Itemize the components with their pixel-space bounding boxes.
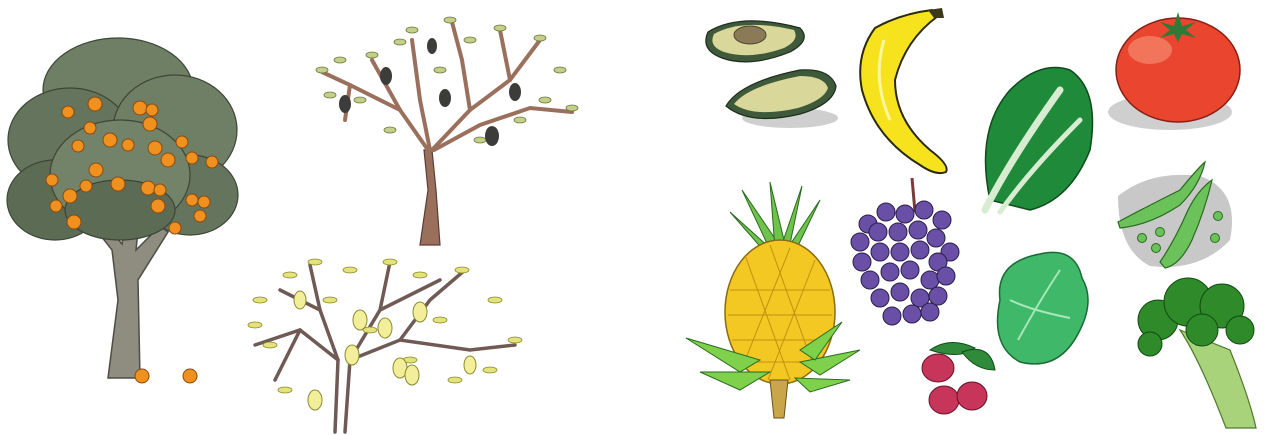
fallen-orange [135,369,149,383]
tomato-highlight [1128,36,1172,64]
avocado-pit [734,26,766,44]
fallen-orange [183,369,197,383]
